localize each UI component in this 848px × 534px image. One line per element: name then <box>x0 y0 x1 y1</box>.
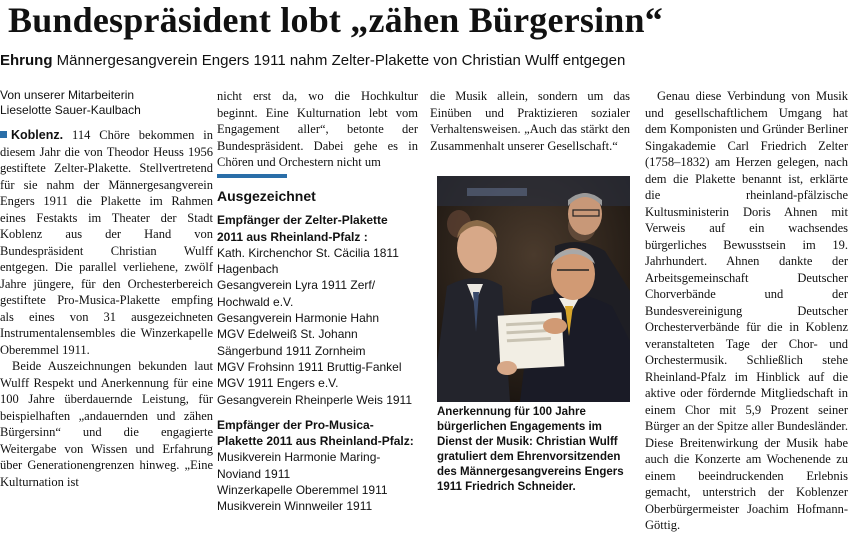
list-item: MGV Frohsinn 1911 Bruttig-Fankel <box>217 359 402 374</box>
photo-caption: Anerkennung für 100 Jahre bürgerlichen Engagements im Dienst der Musik: Christian Wulff gratuliert dem Ehrenvorsitzenden des Männergesangvereins Engers 1911 Friedrich Schneider. <box>437 406 624 493</box>
award-photo-illustration <box>437 176 630 402</box>
location-marker <box>0 131 7 138</box>
subline-text: Männergesangverein Engers 1911 nahm Zelter-Plakette von Christian Wulff entgegen <box>56 52 626 69</box>
article-paragraph-1 <box>0 127 213 358</box>
list-item: Kath. Kirchenchor St. Cäcilia 1811 Hagenbach <box>217 245 399 277</box>
box-list-promusica <box>217 449 417 514</box>
list-item: Winzerkapelle Oberemmel 1911 <box>217 483 388 498</box>
article-paragraph-2: Beide Auszeichnungen bekunden laut Wulff Respekt und Anerkennung für eine 100 Jahre überdauernde Leistung, für beispielhaften „andauernden und zähen Bürgersinn“ und die engagierte Weitergabe von Wissen und Erfahrung über Generationengrenzen hinweg. „Eine Kulturnation ist <box>0 359 213 489</box>
article-column-3 <box>430 88 630 154</box>
award-photo <box>437 176 630 402</box>
article-column-4 <box>645 88 848 534</box>
byline-line1: Von unserer Mitarbeiterin <box>0 88 135 102</box>
subline-label: Ehrung <box>0 52 53 69</box>
list-item: Sängerbund 1911 Zornheim <box>217 343 366 358</box>
box-heading-zelter: Empfänger der Zelter-Plakette 2011 aus Rheinland-Pfalz : <box>217 213 388 244</box>
article-paragraph-5: Genau diese Verbindung von Musik und gesellschaftlichem Umgang hat dem Komponisten und Gründer Berliner Singakademie Carl Friedrich Zelter (1758–1832) am Herzen gelegen, nach dem die Plakette benannt ist, erklärte die rheinland-pfälzische Kultusministerin Doris Ahnen mit Verweis auf ein wachsendes bürgerliches Bewusstsein im 19. Jahrhundert. Ahnen dankte der Arbeitsgemeinschaft Deutscher Chorverbände und der Bundesvereinigung Deutscher Orchesterverbände für die in Koblenz veranstalteten Tage der Chor- und Orchestermusik. Schließlich stehe Rheinland-Pfalz im Hinblick auf die aktive oder fördernde Mitgliedschaft in einem Chor mit 5,9 Prozent seiner Bürger an der Spitze aller Bundesländer. Diese Breitenwirkung der Musik habe auch die Konzerte am Wochenende zu einem beeindruckenden Erlebnis gemacht, unterstrich der Koblenzer Oberbürgermeister Joachim Hofmann-Göttig. <box>645 89 848 532</box>
list-item: Gesangverein Lyra 1911 Zerf/ Hochwald e.V. <box>217 278 376 309</box>
box-title: Ausgezeichnet <box>217 188 316 204</box>
article-column-1 <box>0 88 213 490</box>
subline <box>0 52 848 69</box>
article-paragraph-4: die Musik allein, sondern um das Einüben und Praktizieren sozialer Verhaltensweisen. „Auch das stärkt den Zusammenhalt unserer Gesellschaft.“ <box>430 89 630 153</box>
list-item: Musikverein Winnweiler 1911 <box>217 499 373 514</box>
article-paragraph-1-text: 114 Chöre bekommen in diesem Jahr die von Theodor Heuss 1956 gestiftete Zelter-Plakette. Stellvertretend für sie nahm der Männergesangverein Engers 1911 die Plakette im Rahmen eines Festakts im Theater der Stadt Koblenz aus der Hand von Bundespräsident Christian Wulff entgegen. Die parallel verliehene, zwölf Jahre jüngere, für den Orchesterbereich gestiftete Pro-Musica-Plakette empfing als eines von 31 ausgezeichneten Instrumentalensembles die Winzerkapelle Oberemmel 1911. <box>0 128 213 357</box>
headline: Bundespräsident lobt „zähen Bürgersinn“ <box>8 0 663 40</box>
awards-box <box>217 174 417 515</box>
article-column-2 <box>217 88 418 171</box>
dateline-location: Koblenz. <box>11 128 64 142</box>
list-item: MGV 1911 Engers e.V. <box>217 376 339 391</box>
article-paragraph-3: nicht erst da, wo die Hochkultur beginnt. Eine Kulturnation lebt vom Engagement aller“, betonte der Bundespräsident. Dabei gehe es in Chören und Orchestern nicht um <box>217 89 418 169</box>
list-item: MGV Edelweiß St. Johann <box>217 327 358 342</box>
box-accent-rule <box>217 174 287 178</box>
list-item: Musikverein Harmonie Maring-Noviand 1911 <box>217 450 381 481</box>
box-list-zelter <box>217 245 417 408</box>
list-item: Gesangverein Rheinperle Weis 1911 <box>217 392 413 407</box>
list-item: Gesangverein Harmonie Hahn <box>217 311 380 326</box>
box-heading-promusica: Empfänger der Pro-Musica-Plakette 2011 aus Rheinland-Pfalz: <box>217 417 414 449</box>
byline-line2: Lieselotte Sauer-Kaulbach <box>0 103 141 117</box>
byline <box>0 88 213 118</box>
